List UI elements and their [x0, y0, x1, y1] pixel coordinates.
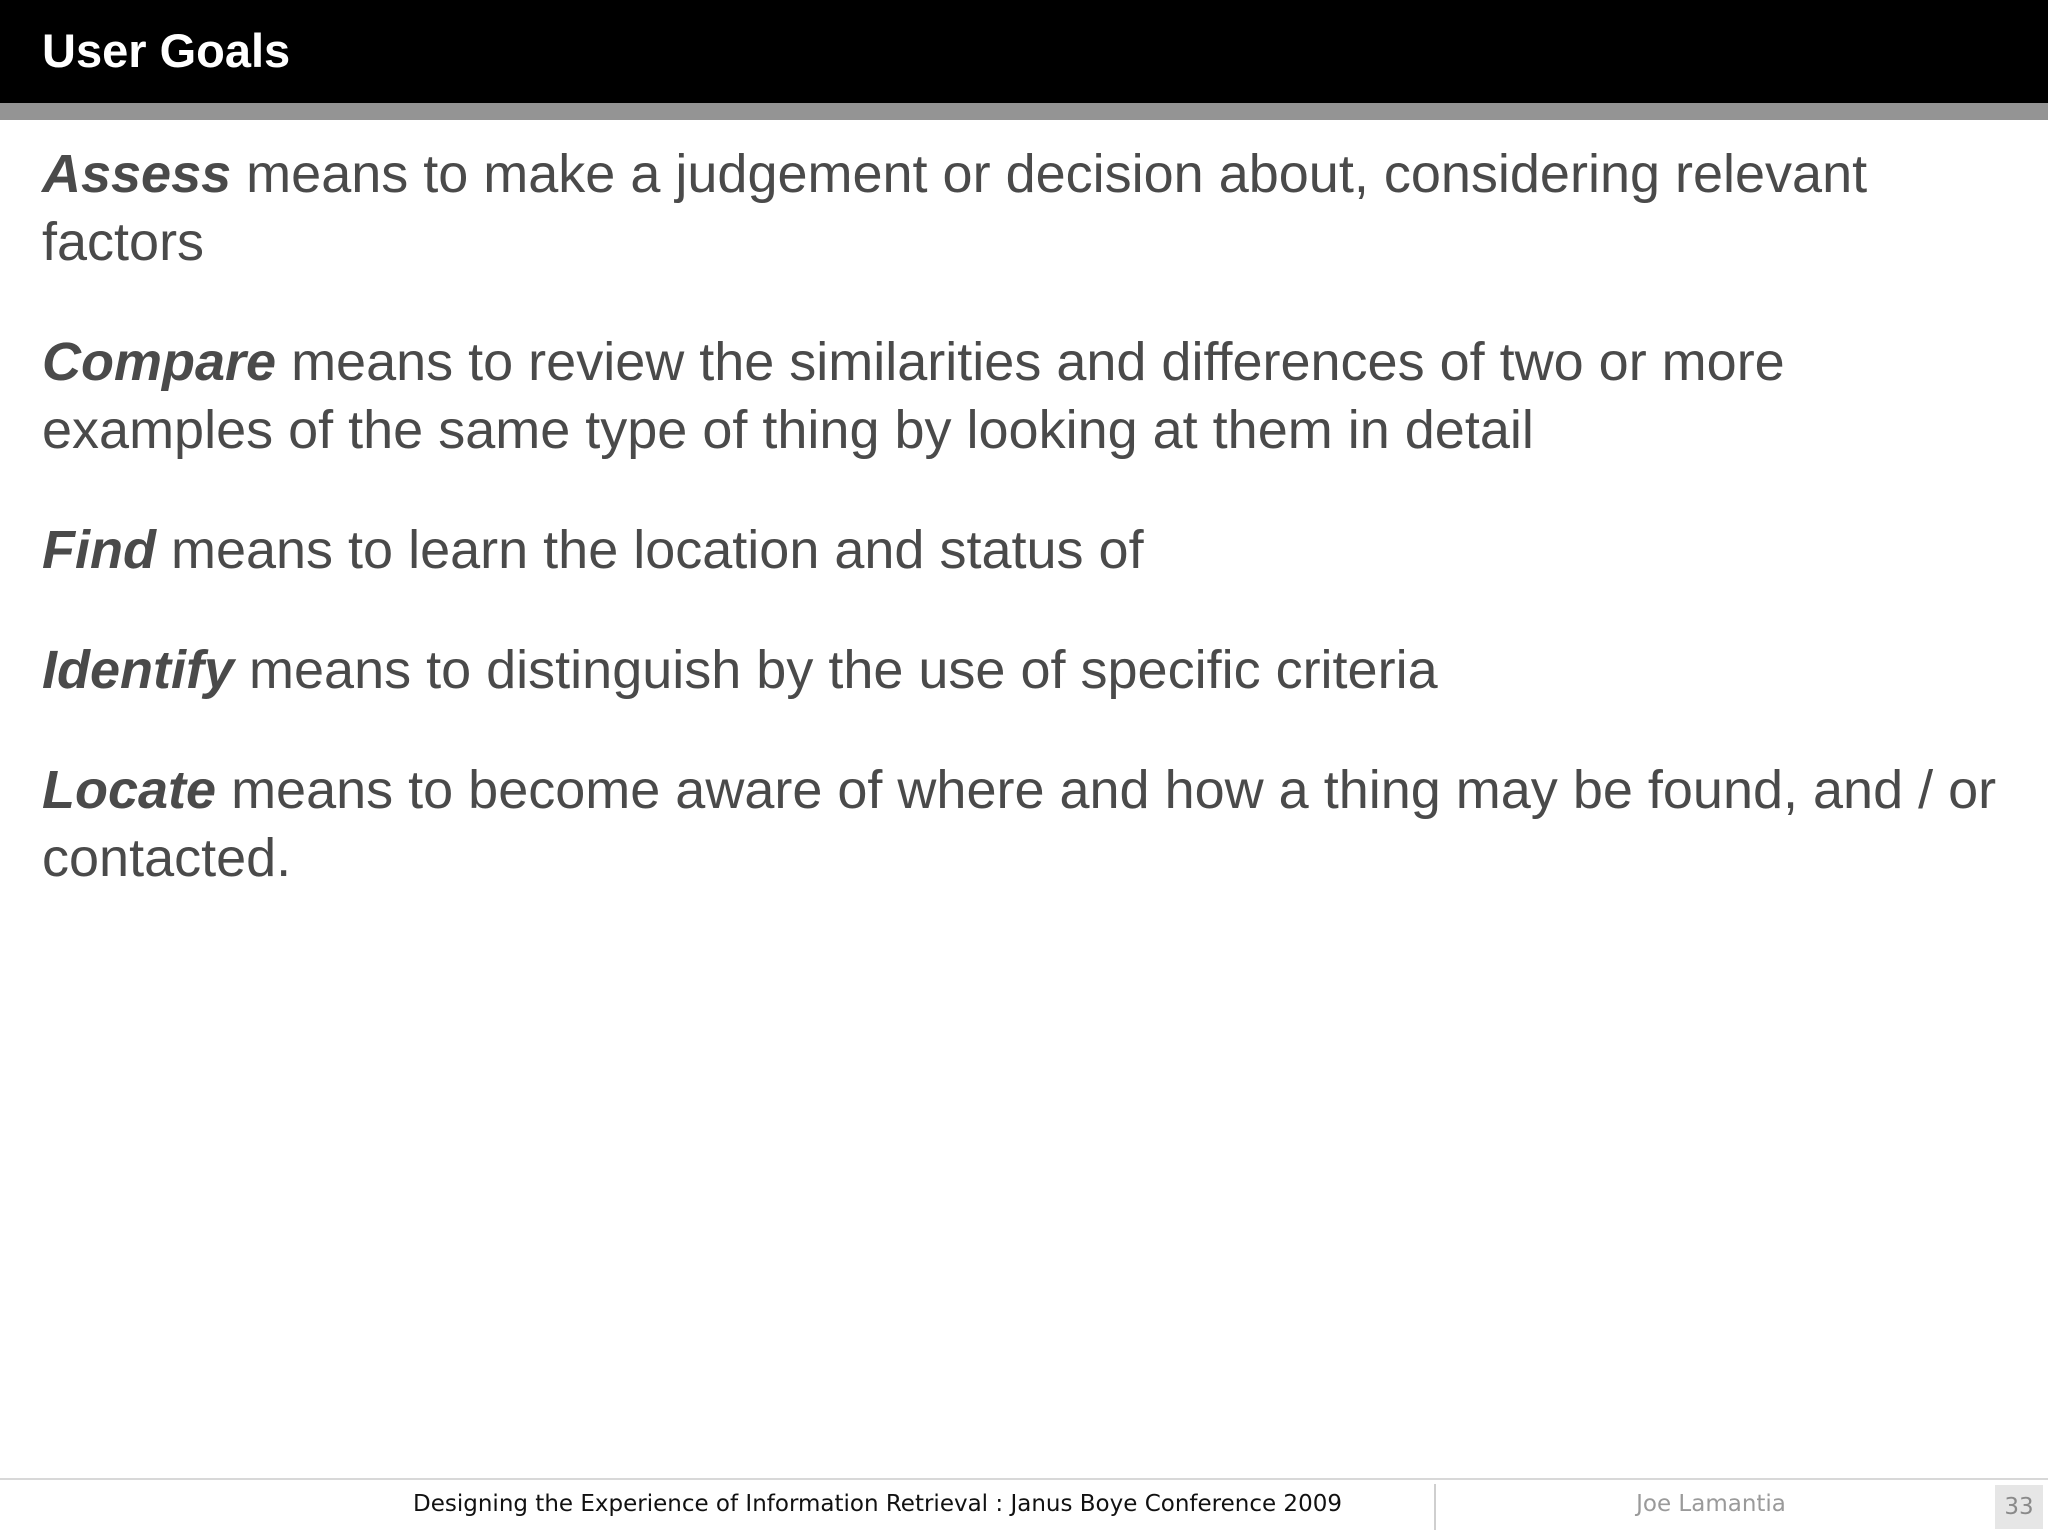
- definition-text: means to review the similarities and differences of two or more examples of the same type of thing by looking at them in detail: [42, 332, 1785, 460]
- definition-term: Locate: [42, 760, 217, 820]
- footer-presentation-title: Designing the Experience of Information Retrieval : Janus Boye Conference 2009: [413, 1491, 1342, 1517]
- definition-text: means to become aware of where and how a thing may be found, and / or contacted.: [42, 760, 1997, 888]
- definition-term: Find: [42, 520, 156, 580]
- definition-locate: [42, 756, 2017, 892]
- definition-text: means to make a judgement or decision about, considering relevant factors: [42, 144, 1868, 272]
- definition-find: [42, 516, 2017, 584]
- definition-term: Compare: [42, 332, 277, 392]
- definition-text: means to learn the location and status of: [155, 520, 1144, 580]
- slide-title: User Goals: [42, 24, 291, 77]
- definition-text: means to distinguish by the use of specific criteria: [234, 640, 1438, 700]
- definition-term: Identify: [42, 640, 235, 700]
- definition-identify: [42, 636, 2017, 704]
- definition-assess: [42, 140, 2017, 276]
- footer-author: Joe Lamantia: [1636, 1491, 1786, 1517]
- page-number: 33: [1995, 1485, 2043, 1529]
- footer-rule: [0, 1478, 2048, 1480]
- definition-term: Assess: [42, 144, 232, 204]
- definitions-list: [42, 140, 2017, 944]
- definition-compare: [42, 328, 2017, 464]
- header-accent-stripe: [0, 103, 2048, 120]
- slide-header: [0, 0, 2048, 103]
